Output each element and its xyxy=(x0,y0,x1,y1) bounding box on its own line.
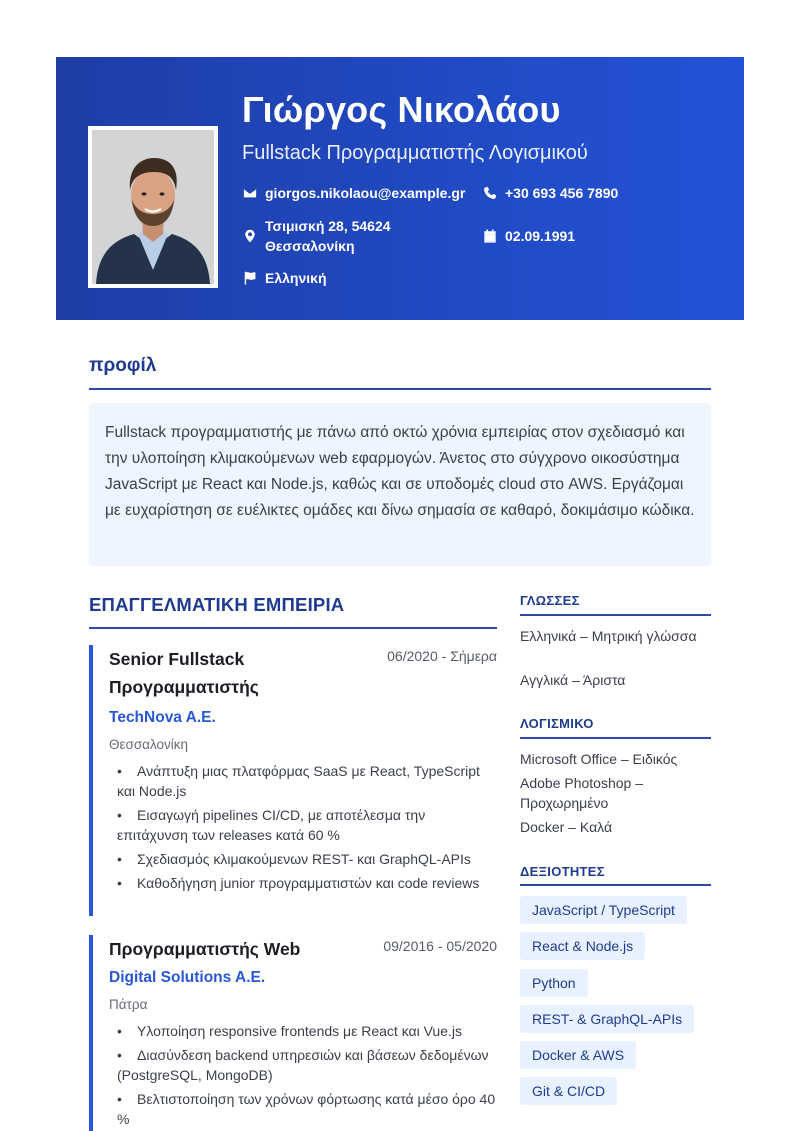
skill-tag: Python xyxy=(520,969,588,997)
candidate-name: Γιώργος Νικολάου xyxy=(242,89,561,130)
job-entry xyxy=(89,645,497,916)
list-item: • Υλοποίηση responsive frontends με React και Vue.js xyxy=(117,1023,463,1039)
phone-icon xyxy=(482,186,497,201)
map-pin-icon xyxy=(242,229,257,244)
profile-divider xyxy=(89,388,711,390)
experience-heading: ΕΠΑΓΓΕΛΜΑΤΙΚΗ ΕΜΠΕΙΡΙΑ xyxy=(89,594,345,615)
job-responsibilities xyxy=(109,1021,497,1129)
list-item: • Καθοδήγηση junior προγραμματιστών και code reviews xyxy=(117,875,480,891)
skills-divider xyxy=(520,884,711,886)
languages-divider xyxy=(520,614,711,616)
avatar xyxy=(92,130,214,284)
language-item: Αγγλικά – Άριστα xyxy=(520,672,626,688)
software-item: Adobe Photoshop – Προχωρημένο xyxy=(520,775,643,811)
job-title: Fullstack Προγραμματιστής Λογισμικού xyxy=(242,142,588,164)
address-line-2: Θεσσαλονίκη xyxy=(265,238,355,254)
list-item: • Διασύνδεση backend υπηρεσιών και βάσεων δεδομένων (PostgreSQL, MongoDB) xyxy=(117,1047,489,1083)
contact-address xyxy=(242,216,391,256)
nationality-text: Ελληνική xyxy=(265,270,327,286)
skills-heading: ΔΕΞΙΟΤΗΤΕΣ xyxy=(520,864,605,879)
profile-summary xyxy=(89,403,711,566)
contact-birthdate xyxy=(482,226,575,246)
job-location: Θεσσαλονίκη xyxy=(109,737,189,752)
profile-photo xyxy=(88,126,218,288)
portrait-image xyxy=(92,130,214,284)
phone-text: +30 693 456 7890 xyxy=(505,185,619,201)
job-dates: 09/2016 - 05/2020 xyxy=(383,938,497,954)
skill-tag: React & Node.js xyxy=(520,932,645,960)
skill-tag: Git & CI/CD xyxy=(520,1077,617,1105)
job-entry xyxy=(89,935,497,1131)
list-item: • Εισαγωγή pipelines CI/CD, με αποτέλεσμα την επιτάχυνση των releases κατά 60 % xyxy=(117,807,426,843)
email-text: giorgos.nikolaou@example.gr xyxy=(265,185,466,201)
profile-text: Fullstack προγραμματιστής με πάνω από οκτώ χρόνια εμπειρίας στον σχεδιασμό και την υλοποίηση κλιμακούμενων web εφαρμογών. Άνετος στο σύγχρονο οικοσύστημα JavaScript με React και Node.js, καθώς και σε υποδομές cloud στο AWS. Εργάζομαι με ευχαρίστηση σε ευέλικτες ομάδες και δίνω σημασία σε καθαρό, δοκιμάσιμο κώδικα. xyxy=(105,424,695,519)
skill-tag: Docker & AWS xyxy=(520,1041,636,1069)
job-company: Digital Solutions A.E. xyxy=(109,969,266,986)
skill-tag: JavaScript / TypeScript xyxy=(520,896,687,924)
experience-divider xyxy=(89,627,497,629)
envelope-icon xyxy=(242,186,257,201)
profile-heading: προφίλ xyxy=(89,355,157,376)
job-responsibilities xyxy=(109,761,497,893)
list-item: • Ανάπτυξη μιας πλατφόρμας SaaS με React, TypeScript και Node.js xyxy=(117,763,480,799)
job-title-line-2: Προγραμματιστής xyxy=(109,677,259,697)
list-item: • Βελτιστοποίηση των χρόνων φόρτωσης κατά μέσο όρο 40 % xyxy=(117,1091,496,1127)
job-company: TechNova A.E. xyxy=(109,709,216,726)
software-item: Docker – Καλά xyxy=(520,819,613,835)
software-item: Microsoft Office – Ειδικός xyxy=(520,751,678,767)
job-entry-title: Προγραμματιστής Web xyxy=(109,939,301,959)
flag-icon xyxy=(242,271,257,286)
skill-tag: REST- & GraphQL-APIs xyxy=(520,1005,694,1033)
job-dates: 06/2020 - Σήμερα xyxy=(387,648,497,664)
language-item: Ελληνικά – Μητρική γλώσσα xyxy=(520,628,697,644)
software-divider xyxy=(520,737,711,739)
contact-email[interactable] xyxy=(242,183,465,203)
contact-nationality xyxy=(242,268,327,288)
software-heading: ΛΟΓΙΣΜΙΚΟ xyxy=(520,716,594,731)
job-location: Πάτρα xyxy=(109,997,148,1012)
birthdate-text: 02.09.1991 xyxy=(505,228,576,244)
address-line-1: Τσιμισκή 28, 54624 xyxy=(265,218,391,234)
contact-phone[interactable] xyxy=(482,183,618,203)
cv-header xyxy=(56,57,744,320)
languages-heading: ΓΛΩΣΣΕΣ xyxy=(520,593,580,608)
calendar-icon xyxy=(482,229,497,244)
list-item: • Σχεδιασμός κλιμακούμενων REST- και GraphQL-APIs xyxy=(117,851,471,867)
job-title-line-1: Senior Fullstack xyxy=(109,649,245,669)
